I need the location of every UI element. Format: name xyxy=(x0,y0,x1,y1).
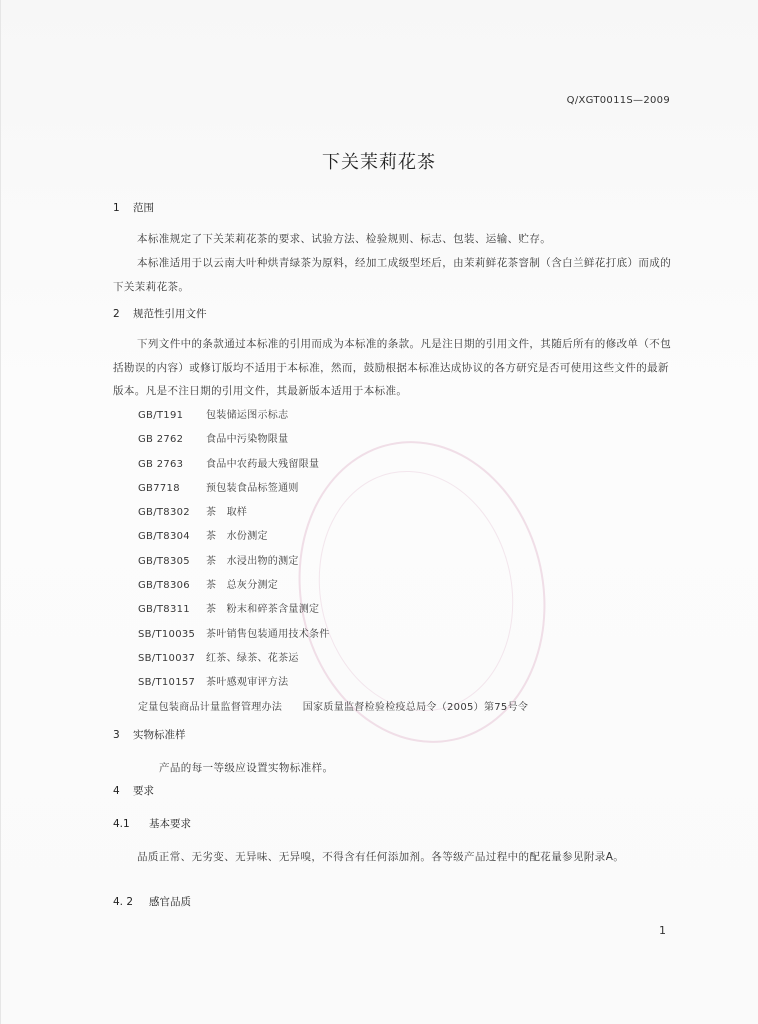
section-title: 要求 xyxy=(133,785,154,797)
reference-item: GB7718 预包装食品标签通则 xyxy=(138,482,299,494)
section-3-heading xyxy=(113,727,186,742)
page-number: 1 xyxy=(659,924,666,937)
section-2-heading xyxy=(113,306,207,321)
reference-item: GB 2763 食品中农药最大残留限量 xyxy=(138,458,320,470)
reference-item: GB/T8302 茶 取样 xyxy=(138,507,248,519)
standard-code: Q/XGT0011S—2009 xyxy=(566,95,670,106)
section-number: 3 xyxy=(113,729,120,741)
section-1-heading xyxy=(113,200,154,215)
reference-list xyxy=(138,404,528,720)
section-4-1-heading xyxy=(113,816,191,831)
reference-item: SB/T10035 茶叶销售包装通用技术条件 xyxy=(138,628,330,640)
reference-item: GB/T8305 茶 水浸出物的测定 xyxy=(138,555,299,567)
reference-item: GB/T8306 茶 总灰分测定 xyxy=(138,580,279,592)
reference-item: GB/T8304 茶 水份测定 xyxy=(138,531,268,543)
section-1-paragraph-1: 本标准规定了下关茉莉花茶的要求、试验方法、检验规则、标志、包装、运输、贮存。 xyxy=(137,233,552,245)
section-title: 范围 xyxy=(133,202,154,214)
section-number: 4. 2 xyxy=(113,896,134,908)
section-2-paragraph-1: 下列文件中的条款通过本标准的引用而成为本标准的条款。凡是注日期的引用文件，其随后所有的修改单（不包括勘误的内容）或修订版均不适用于本标准，然而，鼓励根据本标准达成协议的各方研究是否可使用这些文件的最新版本。凡是不注日期的引用文件，其最新版本适用于本标准。 xyxy=(113,338,672,397)
section-4-1-paragraph-1: 品质正常、无劣变、无异味、无异嗅，不得含有任何添加剂。各等级产品过程中的配花量参见附录A。 xyxy=(137,851,625,863)
section-number: 1 xyxy=(113,202,120,214)
section-3-paragraph-1: 产品的每一等级应设置实物标准样。 xyxy=(159,762,334,774)
reference-item: GB/T8311 茶 粉末和碎茶含量测定 xyxy=(138,604,320,616)
section-number: 4.1 xyxy=(113,818,130,830)
document-title: 下关茉莉花茶 xyxy=(322,152,436,173)
section-1-paragraph-2: 本标准适用于以云南大叶种烘青绿茶为原料，经加工成级型坯后，由茉莉鲜花茶窨制（含白兰鲜花打底）而成的下关茉莉花茶。 xyxy=(113,257,672,293)
reference-item: SB/T10037 红茶、绿茶、花茶运 xyxy=(138,652,299,664)
section-number: 2 xyxy=(113,308,120,320)
section-4-heading xyxy=(113,783,154,798)
section-4-2-heading xyxy=(113,894,191,909)
section-title: 感官品质 xyxy=(149,896,191,908)
reference-item: SB/T10157 茶叶感观审评方法 xyxy=(138,677,289,689)
section-title: 实物标准样 xyxy=(133,729,186,741)
reference-item-regulation: 定量包装商品计量监督管理办法 国家质量监督检验检疫总局令（2005）第75号令 xyxy=(138,701,529,713)
reference-item: GB 2762 食品中污染物限量 xyxy=(138,434,289,446)
reference-item: GB/T191 包装储运图示标志 xyxy=(138,410,289,421)
section-title: 基本要求 xyxy=(149,818,191,830)
section-title: 规范性引用文件 xyxy=(133,308,207,320)
section-number: 4 xyxy=(113,785,120,797)
